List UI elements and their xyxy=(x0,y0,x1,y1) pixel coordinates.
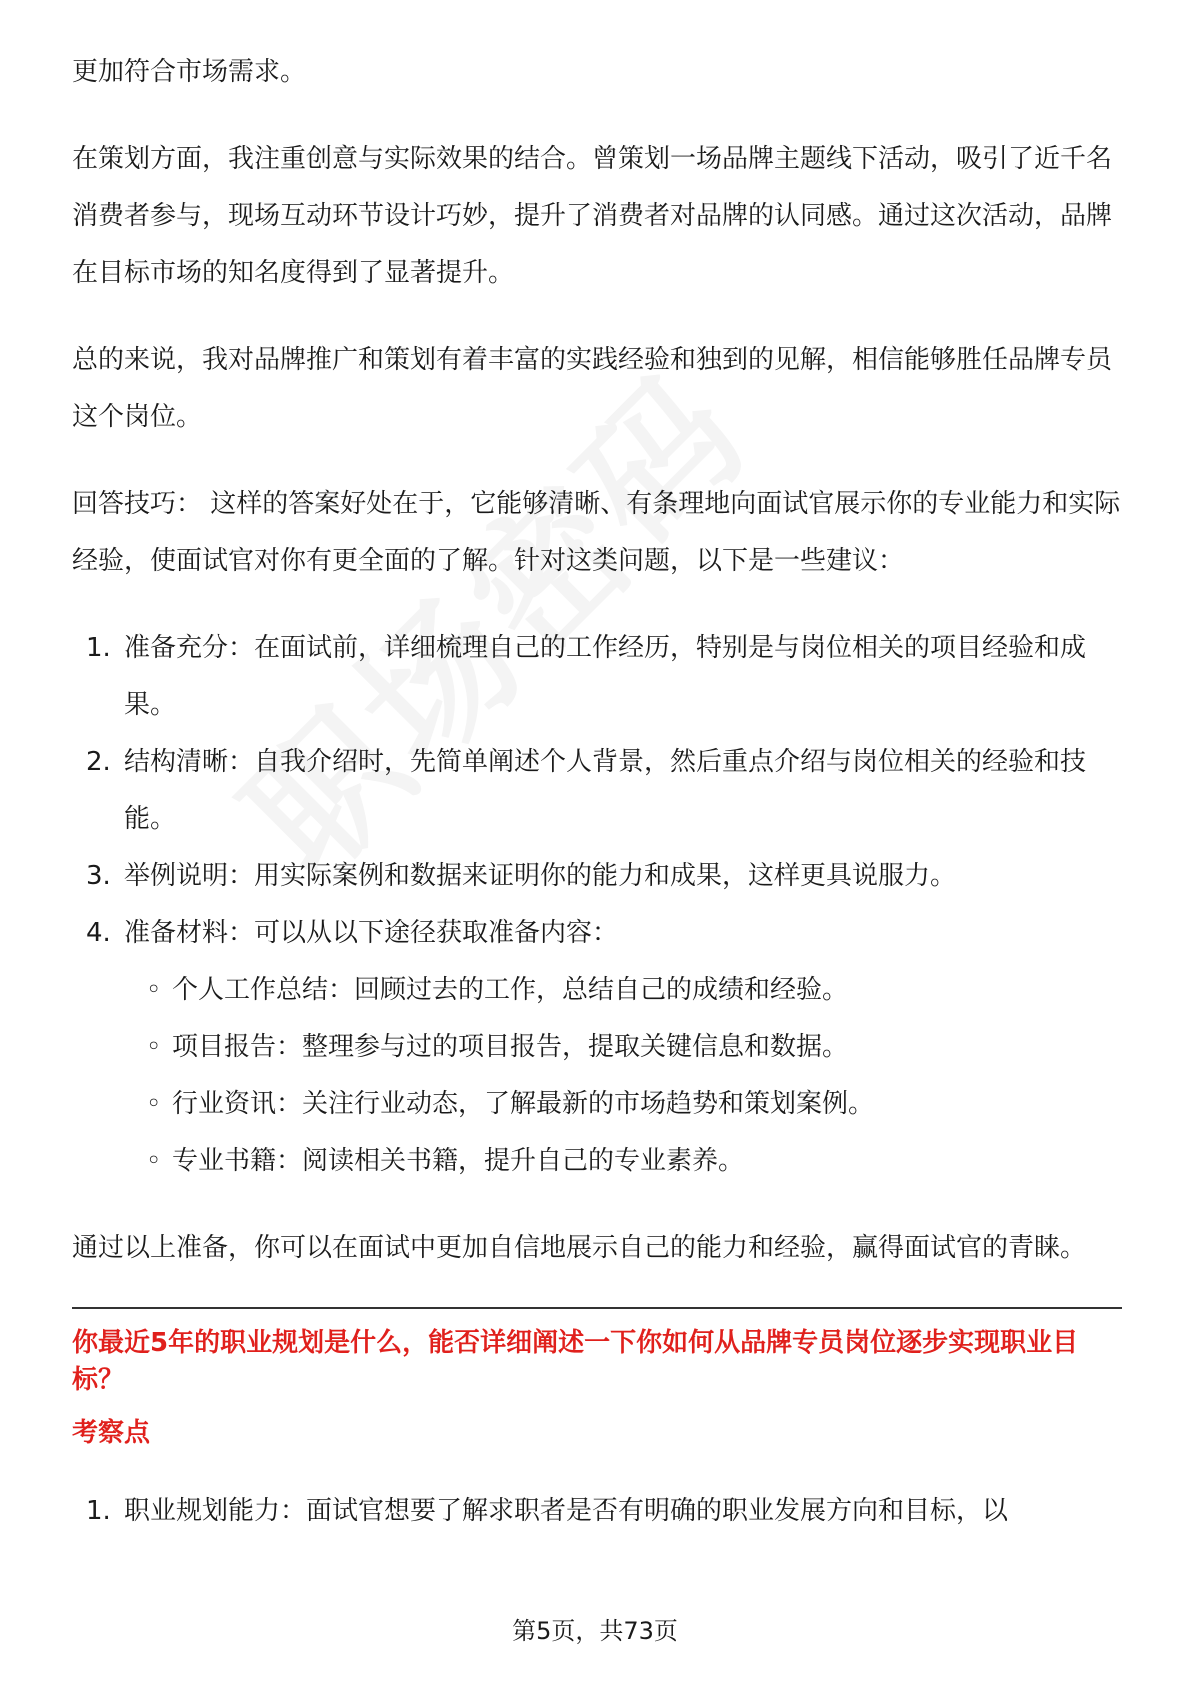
sub-list-item-text: 项目报告：整理参与过的项目报告，提取关键信息和数据。 xyxy=(172,1032,849,1062)
points-list xyxy=(72,1483,1122,1540)
list-item xyxy=(72,1483,1122,1540)
list-number: 2. xyxy=(86,747,111,777)
paragraph: 在策划方面，我注重创意与实际效果的结合。曾策划一场品牌主题线下活动，吸引了近千名消费者参与，现场互动环节设计巧妙，提升了消费者对品牌的认同感。通过这次活动，品牌在目标市场的知名度得到了显著提升。 xyxy=(72,144,1113,288)
bullet-icon: ◦ xyxy=(146,1089,162,1119)
sub-list-item-text: 专业书籍：阅读相关书籍，提升自己的专业素养。 xyxy=(172,1146,745,1176)
page-footer: 第5页，共73页 xyxy=(512,1617,678,1645)
list-item xyxy=(72,905,1122,1190)
tips-list xyxy=(72,620,1122,1190)
paragraph: 总的来说，我对品牌推广和策划有着丰富的实践经验和独到的见解，相信能够胜任品牌专员这个岗位。 xyxy=(72,345,1113,432)
question-heading: 你最近5年的职业规划是什么，能否详细阐述一下你如何从品牌专员岗位逐步实现职业目标？ xyxy=(72,1328,1079,1395)
sub-list-item xyxy=(124,962,1122,1019)
sub-list-item-text: 行业资讯：关注行业动态，了解最新的市场趋势和策划案例。 xyxy=(172,1089,875,1119)
section-title: 考察点 xyxy=(72,1418,151,1448)
list-item-text: 职业规划能力：面试官想要了解求职者是否有明确的职业发展方向和目标，以 xyxy=(124,1496,1009,1526)
list-item-text: 结构清晰：自我介绍时，先简单阐述个人背景，然后重点介绍与岗位相关的经验和技能。 xyxy=(124,747,1087,834)
paragraph: 更加符合市场需求。 xyxy=(72,57,307,87)
sub-list-item xyxy=(124,1133,1122,1190)
answer-tips-paragraph: 回答技巧： 这样的答案好处在于，它能够清晰、有条理地向面试官展示你的专业能力和实际经验，使面试官对你有更全面的了解。针对这类问题，以下是一些建议： xyxy=(72,489,1121,576)
list-item-text: 准备材料：可以从以下途径获取准备内容： xyxy=(124,918,619,948)
closing-paragraph: 通过以上准备，你可以在面试中更加自信地展示自己的能力和经验，赢得面试官的青睐。 xyxy=(72,1233,1087,1263)
divider xyxy=(72,1307,1122,1309)
list-number: 1. xyxy=(86,633,111,663)
bullet-icon: ◦ xyxy=(146,1146,162,1176)
list-item xyxy=(72,848,1122,905)
page-content xyxy=(72,44,1122,1570)
list-number: 4. xyxy=(86,918,111,948)
sub-list-item-text: 个人工作总结：回顾过去的工作，总结自己的成绩和经验。 xyxy=(172,975,849,1005)
bullet-icon: ◦ xyxy=(146,1032,162,1062)
list-item-text: 举例说明：用实际案例和数据来证明你的能力和成果，这样更具说服力。 xyxy=(124,861,957,891)
list-item xyxy=(72,620,1122,734)
list-number: 1. xyxy=(86,1496,111,1526)
list-item xyxy=(72,734,1122,848)
sub-list xyxy=(124,962,1122,1190)
sub-list-item xyxy=(124,1076,1122,1133)
list-number: 3. xyxy=(86,861,111,891)
list-item-text: 准备充分：在面试前，详细梳理自己的工作经历，特别是与岗位相关的项目经验和成果。 xyxy=(124,633,1087,720)
bullet-icon: ◦ xyxy=(146,975,162,1005)
sub-list-item xyxy=(124,1019,1122,1076)
